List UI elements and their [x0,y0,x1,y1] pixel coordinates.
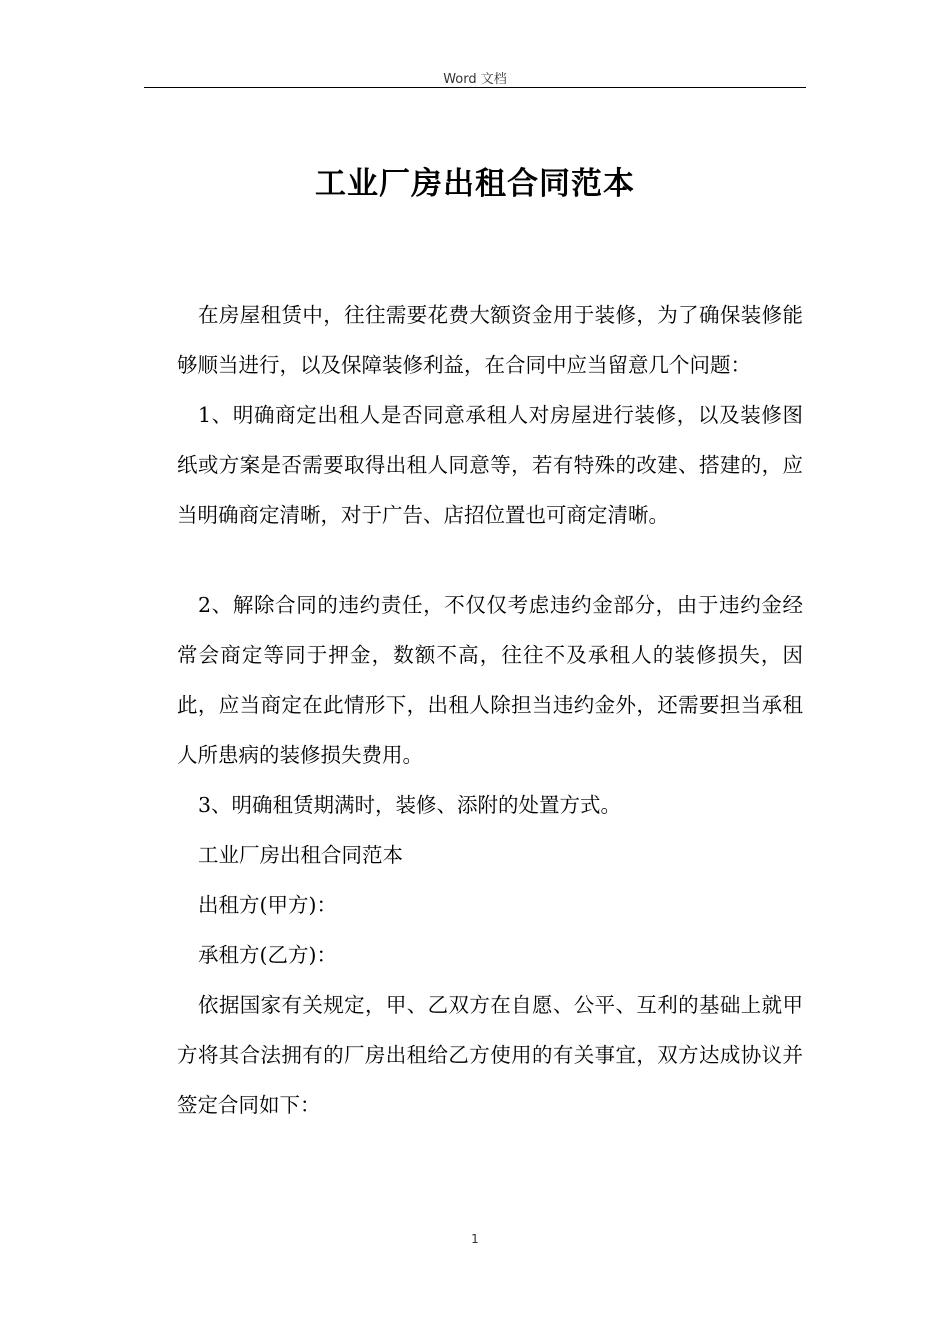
paragraph-item-1: 1、明确商定出租人是否同意承租人对房屋进行装修，以及装修图纸或方案是否需要取得出租人同意等，若有特殊的改建、搭建的，应当明确商定清晰，对于广告、店招位置也可商定清晰。 [177,403,803,527]
header-divider [144,87,806,88]
paragraph-item-2: 2、解除合同的违约责任，不仅仅考虑违约金部分，由于违约金经常会商定等同于押金，数额不高，往往不及承租人的装修损失，因此，应当商定在此情形下，出租人除担当违约金外，还需要担当承租人所患病的装修损失费用。 [177,593,803,767]
paragraph-spacer [177,540,803,580]
paragraph-intro: 在房屋租赁中，往往需要花费大额资金用于装修，为了确保装修能够顺当进行，以及保障装修利益，在合同中应当留意几个问题： [177,303,803,377]
document-body [177,290,803,1130]
paragraph-item-3: 3、明确租赁期满时，装修、添附的处置方式。 [198,793,622,817]
paragraph-agreement: 依据国家有关规定，甲、乙双方在自愿、公平、互利的基础上就甲方将其合法拥有的厂房出租给乙方使用的有关事宜，双方达成协议并签定合同如下： [177,993,803,1117]
paragraph-lessee: 承租方(乙方)： [198,943,337,967]
page-header: Word 文档 [443,72,507,87]
document-title: 工业厂房出租合同范本 [315,166,635,202]
paragraph-contract-title: 工业厂房出租合同范本 [198,843,403,867]
page-number: 1 [471,1232,479,1246]
paragraph-lessor: 出租方(甲方)： [198,893,337,917]
